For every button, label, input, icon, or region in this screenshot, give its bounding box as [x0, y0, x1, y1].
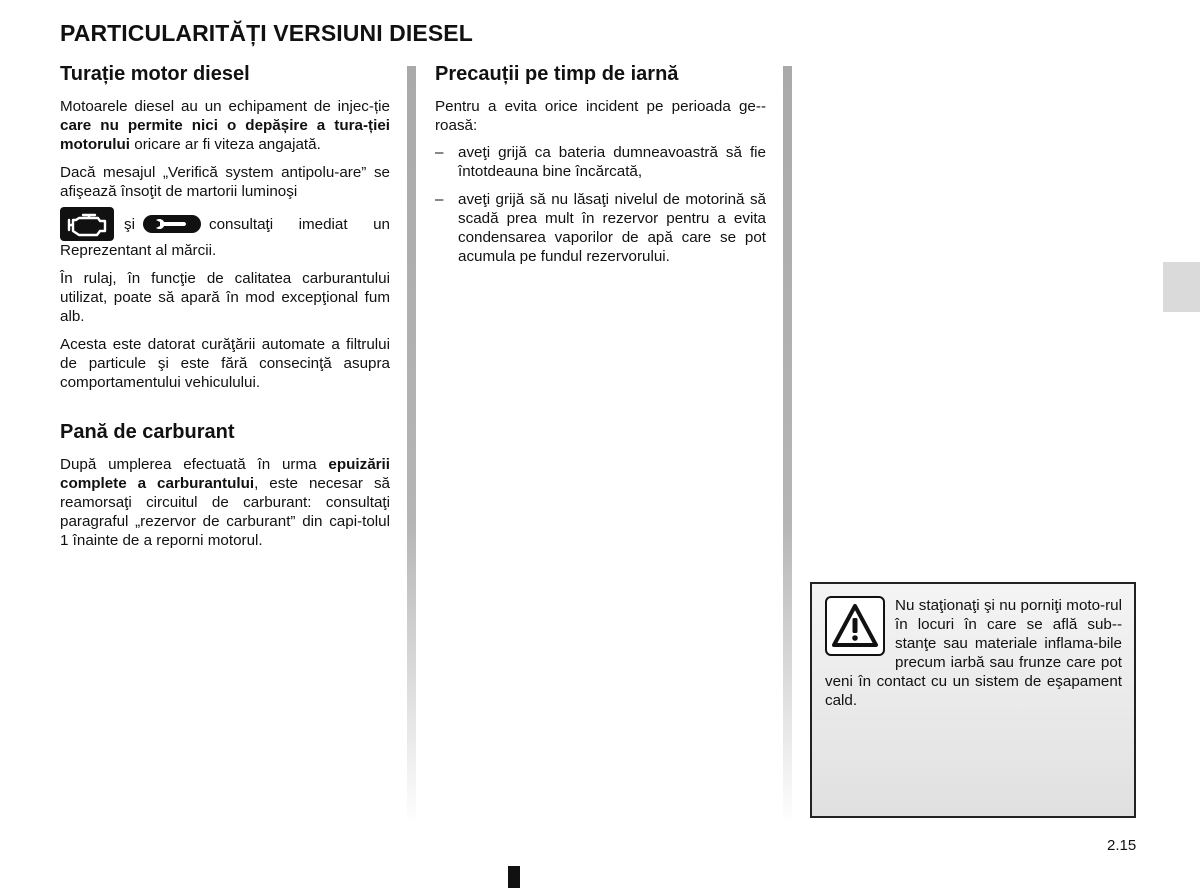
and-label: şi	[124, 215, 135, 233]
service-wrench-icon	[143, 215, 201, 233]
section-heading-winter-precautions: Precauții pe timp de iarnă	[435, 63, 679, 85]
warning-box	[810, 582, 1136, 818]
engine-speed-paragraph-2: Dacă mesajul „Verifică system antipolu-are” se afişează însoţit de martorii luminoşi	[60, 164, 390, 200]
warning-triangle-icon	[825, 596, 885, 656]
list-item: – aveţi grijă ca bateria dumneavoastră să fie întotdeauna bine încărcată,	[435, 143, 766, 181]
engine-speed-paragraph-4: În rulaj, în funcţie de calitatea carburantului utilizat, poate să apară în mod excepţional fum alb.	[60, 270, 390, 325]
page-title: PARTICULARITĂȚI VERSIUNI DIESEL	[60, 20, 473, 46]
middle-column	[435, 62, 766, 275]
list-item: – aveţi grijă să nu lăsaţi nivelul de motorină să scadă prea mult în rezervor pentru a evita condensarea vaporilor de apă care se pot acumula pe fundul rezervorului.	[435, 190, 766, 266]
chapter-thumb-tab	[1163, 262, 1200, 312]
engine-speed-paragraph-1: Motoarele diesel au un echipament de injec-ție care nu permite nici o depășire a tura-ției motorului oricare ar fi viteza angajată.	[60, 98, 390, 153]
winter-intro: Pentru a evita orice incident pe perioada ge-roasă:	[435, 98, 766, 134]
warning-lights-line	[60, 207, 390, 241]
left-column	[60, 62, 390, 559]
column-divider-right	[783, 66, 792, 826]
winter-precautions-list	[435, 143, 766, 266]
section-heading-fuel-shortage: Pană de carburant	[60, 421, 235, 443]
section-heading-engine-speed: Turație motor diesel	[60, 63, 250, 85]
fuel-shortage-paragraph: După umplerea efectuată în urma epuizării complete a carburantului, este necesar să reamorsaţi circuitul de carburant: consultaţi paragraful „rezervor de carburant” din capi-tolul 1 înainte de a reporni motorul.	[60, 456, 390, 549]
engine-warning-icon	[60, 207, 114, 241]
column-divider-left	[407, 66, 416, 826]
crop-mark	[508, 866, 520, 888]
page-number: 2.15	[1107, 837, 1137, 854]
warning-text: Nu staţionaţi şi nu porniţi moto-rul în locuri în care se află sub-stanţe sau materiale inflama-bile precum iarbă sau frunze care pot veni în contact cu un sistem de eşapament cald.	[825, 597, 1122, 709]
engine-speed-paragraph-5: Acesta este datorat curăţării automate a filtrului de particule şi este fără consecinţă asupra comportamentului vehiculului.	[60, 336, 390, 391]
engine-speed-paragraph-3-rest: Reprezentant al mărcii.	[60, 242, 217, 259]
consult-text: consultaţi imediat un	[208, 215, 390, 233]
